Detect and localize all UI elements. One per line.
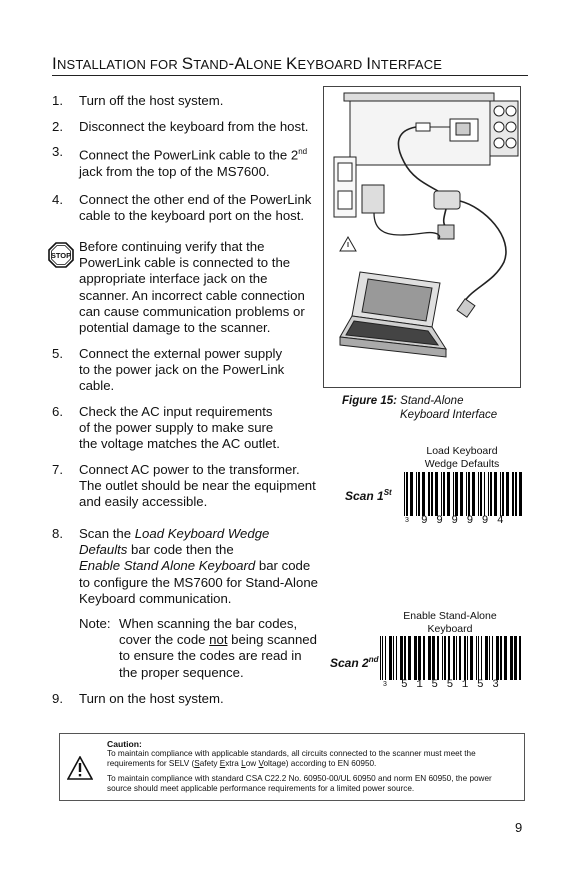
caution-paragraph-2: To maintain compliance with standard CSA C22.2 No. 60950-00/UL 60950 and norm EN 60950, the power source should meet applicable performance requirements for a limited power source. <box>107 774 492 794</box>
barcode-bar <box>500 636 502 680</box>
barcode-bar <box>382 636 383 680</box>
barcode-bar <box>481 636 482 680</box>
step-text: Turn on the host system. <box>79 691 224 706</box>
caution-box <box>59 733 525 801</box>
barcode-bar <box>428 472 430 516</box>
note-label: Note: <box>79 616 111 631</box>
barcode-bar <box>470 636 473 680</box>
barcode-bar <box>459 636 461 680</box>
step-text: Scan the Load Keyboard Wedge Defaults bar code then the Enable Stand Alone Keyboard bar code to configure the MS7600 for Stand-Alone Keyboard communication. <box>79 526 318 606</box>
barcode-bar <box>443 472 445 516</box>
step-number: 7. <box>52 462 63 477</box>
barcode-bar <box>467 636 468 680</box>
installation-diagram <box>324 87 520 387</box>
step-number: 6. <box>52 404 63 419</box>
barcode-bar <box>410 472 413 516</box>
step-text: Turn off the host system. <box>79 93 224 108</box>
barcode-bar <box>453 636 455 680</box>
caution-heading: Caution: <box>107 739 142 749</box>
barcode-1-label: Load Keyboard Wedge Defaults <box>424 445 500 470</box>
barcode-bar <box>418 636 421 680</box>
step-text: Connect the other end of the PowerLink cable to the keyboard port on the host. <box>79 192 312 224</box>
barcode-bar <box>428 636 431 680</box>
barcode-bar <box>515 472 517 516</box>
step-text: Check the AC input requirements of the power supply to make sure the voltage matches the AC outlet. <box>79 404 280 452</box>
scan-1-label: Scan 1St <box>345 488 392 503</box>
step-text: Connect AC power to the transformer. The outlet should be near the equipment and easily accessible. <box>79 462 316 510</box>
barcode-enable-stand-alone-keyboard[interactable] <box>380 636 523 680</box>
barcode-bar <box>489 636 490 680</box>
barcode-bar <box>490 472 492 516</box>
barcode-bar <box>506 472 509 516</box>
barcode-bar <box>519 472 522 516</box>
figure-15-illustration <box>323 86 521 388</box>
barcode-bar <box>484 472 485 516</box>
barcode-bar <box>404 636 406 680</box>
step-number: 9. <box>52 691 63 706</box>
svg-text:STOP: STOP <box>50 251 72 260</box>
barcode-1-digits: 999994 <box>421 515 513 527</box>
barcode-bar <box>441 472 442 516</box>
barcode-bar <box>435 472 438 516</box>
barcode-1-prefix: 3 <box>405 517 409 524</box>
barcode-bar <box>455 472 458 516</box>
barcode-bar <box>396 636 397 680</box>
step-number: 8. <box>52 526 63 541</box>
barcode-bar <box>514 636 517 680</box>
barcode-bar <box>422 472 425 516</box>
barcode-bar <box>512 472 514 516</box>
barcode-bar <box>448 636 450 680</box>
barcode-bar <box>389 636 392 680</box>
step-number: 4. <box>52 192 63 207</box>
barcode-bar <box>414 636 417 680</box>
barcode-bar <box>408 636 411 680</box>
barcode-bar <box>478 636 479 680</box>
barcode-bar <box>504 636 507 680</box>
barcode-bar <box>385 636 386 680</box>
barcode-2-prefix: 3 <box>383 681 387 688</box>
barcode-bar <box>416 472 417 516</box>
step-number: 1. <box>52 93 63 108</box>
title-rule <box>52 75 528 76</box>
barcode-bar <box>447 472 450 516</box>
stop-warning-text: Before continuing verify that the PowerLink cable is connected to the appropriate interface jack on the scanner. An incorrect cable connection can cause communication problems or potential damage to the scanner. <box>79 239 305 336</box>
barcode-bar <box>432 636 435 680</box>
barcode-bar <box>478 472 479 516</box>
barcode-bar <box>494 472 497 516</box>
figure-caption: Figure 15: Stand-Alone Keyboard Interface <box>342 395 498 421</box>
step-text: Disconnect the keyboard from the host. <box>79 119 309 134</box>
step-text: Connect the external power supply to the power jack on the PowerLink cable. <box>79 346 285 394</box>
note-text: When scanning the bar codes, cover the code not being scanned to ensure the codes are read in the proper sequence. <box>119 616 317 680</box>
barcode-bar <box>480 472 482 516</box>
barcode-bar <box>488 472 489 516</box>
barcode-bar <box>468 472 470 516</box>
page-title: INSTALLATION FOR STAND-ALONE KEYBOARD INTERFACE <box>52 54 443 73</box>
barcode-bar <box>442 636 443 680</box>
page-number: 9 <box>515 820 523 835</box>
barcode-bar <box>485 636 488 680</box>
barcode-bar <box>476 636 477 680</box>
barcode-bar <box>456 636 457 680</box>
barcode-bar <box>423 636 425 680</box>
barcode-bar <box>492 636 493 680</box>
step-number: 2. <box>52 119 63 134</box>
barcode-bar <box>502 472 504 516</box>
barcode-bar <box>431 472 433 516</box>
step-number: 5. <box>52 346 63 361</box>
barcode-bar <box>460 472 463 516</box>
barcode-bar <box>400 636 403 680</box>
barcode-bar <box>519 636 521 680</box>
step-text: Connect the PowerLink cable to the 2nd jack from the top of the MS7600. <box>79 147 308 179</box>
barcode-bar <box>453 472 454 516</box>
barcode-load-keyboard-wedge-defaults[interactable] <box>404 472 522 516</box>
barcode-bar <box>472 472 475 516</box>
barcode-bar <box>418 472 420 516</box>
step-number: 3. <box>52 144 63 159</box>
barcode-bar <box>393 636 394 680</box>
barcode-bar <box>496 636 499 680</box>
barcode-bar <box>406 472 408 516</box>
barcode-bar <box>437 636 439 680</box>
barcode-bar <box>444 636 446 680</box>
scan-2-label: Scan 2nd <box>330 655 379 670</box>
warning-triangle-icon <box>67 756 93 780</box>
barcode-bar <box>404 472 405 516</box>
barcode-bar <box>466 472 467 516</box>
barcode-bar <box>464 636 466 680</box>
barcode-2-label: Enable Stand-Alone Keyboard <box>403 610 497 635</box>
barcode-bar <box>500 472 501 516</box>
caution-paragraph-1: To maintain compliance with applicable standards, all circuits connected to the scanner must meet the requirements for SELV (Safety Extra Low Voltage) according to EN 60950. <box>107 749 476 769</box>
barcode-2-digits: 5155153 <box>401 679 508 691</box>
barcode-bar <box>510 636 513 680</box>
barcode-bar <box>380 636 381 680</box>
stop-sign-icon <box>48 242 74 268</box>
